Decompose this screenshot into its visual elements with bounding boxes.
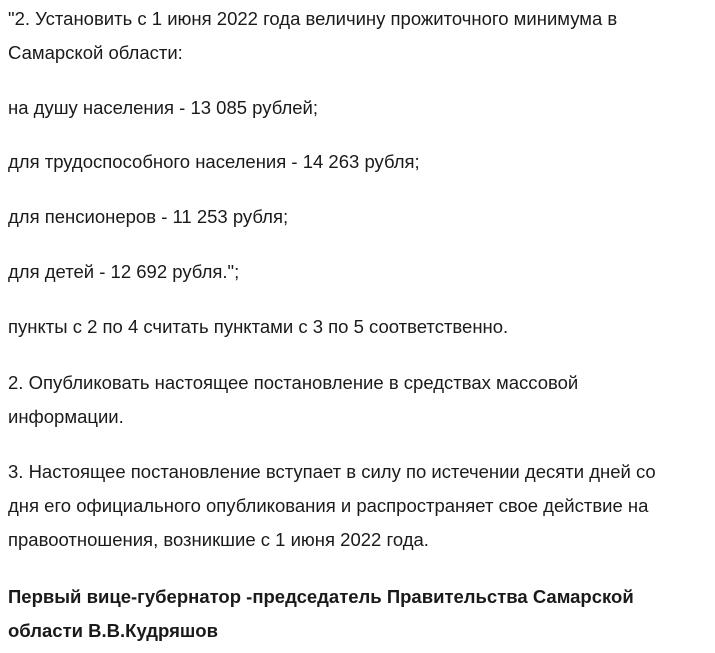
- paragraph-item-2-publish: [8, 366, 708, 434]
- signature-block: [8, 580, 708, 648]
- text-line: дня его официального опубликования и распространяет свое действие на: [8, 495, 649, 516]
- paragraph-per-capita: [8, 91, 708, 125]
- text-line: "2. Установить с 1 июня 2022 года величину прожиточного минимума в: [8, 8, 618, 29]
- paragraph-renumbering: [8, 310, 708, 344]
- paragraph-item-2-amendment: [8, 2, 708, 70]
- text-line: для пенсионеров - 11 253 рубля;: [8, 206, 289, 227]
- text-line: для детей - 12 692 рубля.";: [8, 261, 240, 282]
- signature-line: области В.В.Кудряшов: [8, 620, 218, 641]
- paragraph-item-3-effect: [8, 455, 708, 557]
- text-line: 3. Настоящее постановление вступает в силу по истечении десяти дней со: [8, 461, 656, 482]
- paragraph-children: [8, 255, 708, 289]
- text-line: Самарской области:: [8, 42, 183, 63]
- signature-line: Первый вице-губернатор -председатель Правительства Самарской: [8, 586, 634, 607]
- text-line: информации.: [8, 406, 124, 427]
- text-line: 2. Опубликовать настоящее постановление в средствах массовой: [8, 372, 579, 393]
- text-line: на душу населения - 13 085 рублей;: [8, 97, 319, 118]
- paragraph-working-age: [8, 145, 708, 179]
- text-line: пункты с 2 по 4 считать пунктами с 3 по 5 соответственно.: [8, 316, 509, 337]
- text-line: для трудоспособного населения - 14 263 рубля;: [8, 151, 420, 172]
- paragraph-pensioners: [8, 200, 708, 234]
- text-line: правоотношения, возникшие с 1 июня 2022 года.: [8, 529, 429, 550]
